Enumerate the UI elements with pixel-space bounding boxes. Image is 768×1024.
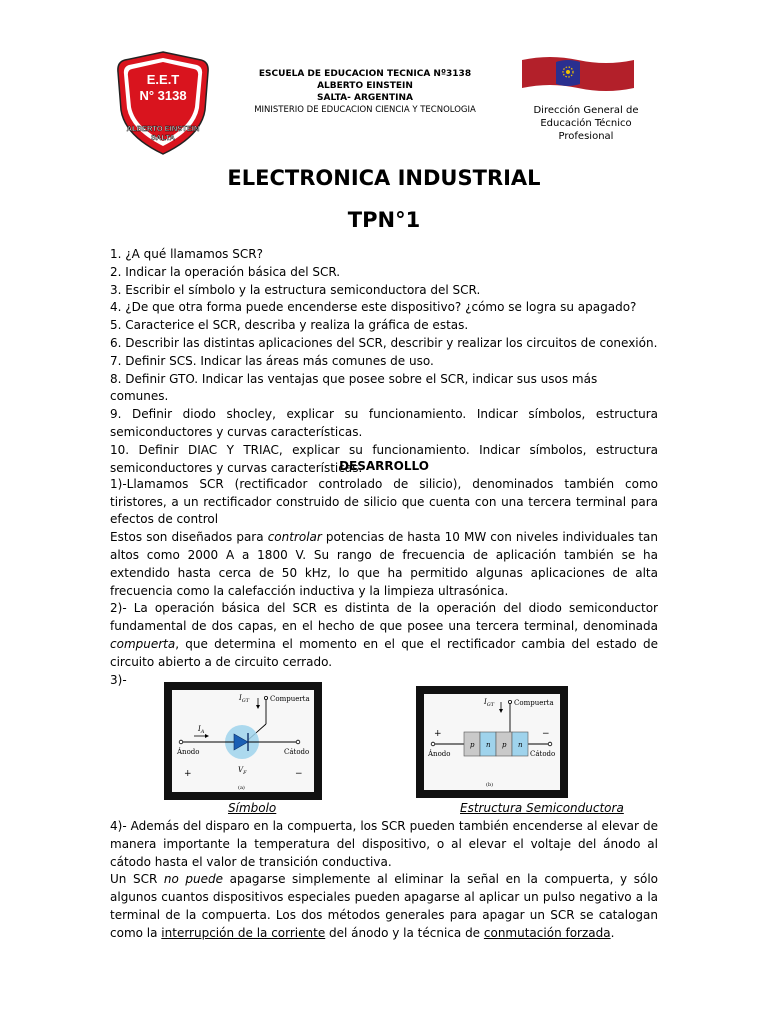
paragraph-3-text-end: , que determina el momento en el que el rectificador cambia del estado de circuito abierto a de circuito cerrado. <box>110 636 658 669</box>
document-subtitle: TPN°1 <box>347 208 421 232</box>
section-4 <box>110 818 658 943</box>
document-title: ELECTRONICA INDUSTRIAL <box>227 166 541 190</box>
gate-label: Compuerta <box>514 699 554 707</box>
paragraph-6-italic: no puede <box>163 872 224 887</box>
minus-sign: − <box>542 729 550 739</box>
paragraph-3-italic: compuerta <box>110 636 176 651</box>
paragraph-6-text-end: . <box>610 925 615 940</box>
gate-current-label: $I_{GT}$ <box>239 694 250 704</box>
dgetp-line2: Educación Técnico <box>540 118 632 129</box>
school-name: ESCUELA DE EDUCACION TECNICA Nº3138 <box>258 69 472 79</box>
logo-line4: SALTA <box>151 133 175 142</box>
question-item: 7. Definir SCS. Indicar las áreas más comunes de uso. <box>110 353 434 368</box>
question-item: 3. Escribir el símbolo y la estructura semiconductora del SCR. <box>110 282 481 297</box>
plus-sign: + <box>184 769 192 779</box>
dgetp-line3: Profesional <box>558 131 614 142</box>
paragraph-6 <box>110 871 658 942</box>
scr-structure-figure <box>416 686 568 798</box>
question-item: 8. Definir GTO. Indicar las ventajas que posee sobre el SCR, indicar sus usos más comunes. <box>110 371 598 404</box>
paragraph-4: 3)- <box>110 672 127 687</box>
scr-symbol-diagram <box>172 690 314 792</box>
question-item: 9. Definir diodo shocley, explicar su funcionamiento. Indicar símbolos, estructura semiconductores y curvas características. <box>110 407 658 439</box>
cathode-label: Cátodo <box>530 750 556 758</box>
paragraph-6-text-2: del ánodo y la técnica de <box>325 925 484 940</box>
gate-label: Compuerta <box>270 695 310 703</box>
paragraph-3-text: 2)- La operación básica del SCR es distinta de la operación del diodo semiconductor fundamental de dos capas, en el hecho de que posee una tercera terminal, denominada <box>110 601 658 634</box>
question-item: 2. Indicar la operación básica del SCR. <box>110 264 341 279</box>
school-patron: ALBERTO EINSTEIN <box>317 81 413 91</box>
paragraph-6-text-middle: apagarse simplemente al eliminar la señal en la compuerta, y sólo algunos cuantos dispositivos especiales pueden apagarse al aplicar un pulso negativo a la terminal de la compuerta. Los dos métodos generales para apagar un SCR se catalogan como la <box>110 872 658 940</box>
layer-label: p <box>502 741 507 749</box>
paragraph-2 <box>110 529 658 600</box>
question-item: 5. Caracterice el SCR, describa y realiza la gráfica de estas. <box>110 318 469 333</box>
forced-commutation-term: conmutación forzada <box>483 925 611 940</box>
development-section <box>110 458 658 689</box>
paragraph-6-text: Un SCR <box>110 872 164 887</box>
figure-b-label: (b) <box>486 782 494 788</box>
paragraph-2-italic: controlar <box>267 530 322 545</box>
school-location: SALTA- ARGENTINA <box>317 93 413 103</box>
ministry-name: MINISTERIO DE EDUCACION CIENCIA Y TECNOLOGIA <box>254 105 476 115</box>
paragraph-5: 4)- Además del disparo en la compuerta, los SCR pueden también encenderse al elevar de manera importante la temperatura del dispositivo, o al elevar el voltaje del ánodo al cátodo hasta el valor de transición conductiva. <box>110 819 658 869</box>
symbol-caption: Símbolo <box>228 801 277 815</box>
minus-sign: − <box>295 769 303 779</box>
paragraph-1: 1)-Llamamos SCR (rectificador controlado de silicio), denominados también como tiristores, a un rectificador construido de silicio que cuenta con una tercera terminal para efectos de control <box>110 476 658 527</box>
paragraph-2-text-end: potencias de hasta 10 MW con niveles individuales tan altos como 2000 A a 1800 V. Su rango de frecuencia de aplicación también se ha extendido hasta cerca de 50 kHz, lo que ha permitido algunas aplicaciones de alta frecuencia como la calefacción inductiva y la limpieza ultrasónica. <box>110 530 659 598</box>
anode-current-label: $I_A$ <box>198 725 205 735</box>
dgetp-line1: Dirección General de <box>533 105 639 116</box>
layer-label: n <box>486 741 491 749</box>
layer-label: p <box>470 741 475 749</box>
question-item: 10. Definir DIAC Y TRIAC, explicar su funcionamiento. Indicar símbolos, estructura semiconductores y curvas características. <box>110 442 658 475</box>
logo-line1: E.E.T <box>146 72 180 87</box>
questions-list <box>110 246 658 477</box>
plus-sign: + <box>434 729 442 739</box>
paragraph-2-text: Estos son diseñados para <box>110 530 268 545</box>
scr-structure-diagram <box>424 694 560 790</box>
dgetp-flag-logo <box>522 54 634 94</box>
anode-label: Ánodo <box>428 750 451 758</box>
logo-line3: ALBERTO EINSTEIN <box>126 124 200 133</box>
paragraph-3 <box>110 600 658 671</box>
current-interruption-term: interrupción de la corriente <box>161 925 326 940</box>
question-item: 1. ¿A qué llamamos SCR? <box>110 247 263 261</box>
gate-current-label: $I_{GT}$ <box>484 698 495 708</box>
anode-label: Ánodo <box>177 748 200 756</box>
structure-caption: Estructura Semiconductora <box>460 801 624 815</box>
question-item: 4. ¿De que otra forma puede encenderse este dispositivo? ¿cómo se logra su apagado? <box>110 300 637 315</box>
scr-symbol-figure <box>164 682 322 800</box>
logo-line2: N° 3138 <box>139 88 187 103</box>
school-heading <box>230 68 500 116</box>
question-item: 6. Describir las distintas aplicaciones del SCR, describir y realizar los circuitos de conexión. <box>110 335 658 350</box>
figure-a-label: (a) <box>238 785 245 791</box>
section-heading: DESARROLLO <box>339 459 429 473</box>
dgetp-heading <box>516 104 656 143</box>
school-shield-logo <box>115 50 211 156</box>
cathode-label: Cátodo <box>284 748 310 756</box>
forward-voltage-label: $V_F$ <box>238 766 247 776</box>
layer-label: n <box>518 741 523 749</box>
